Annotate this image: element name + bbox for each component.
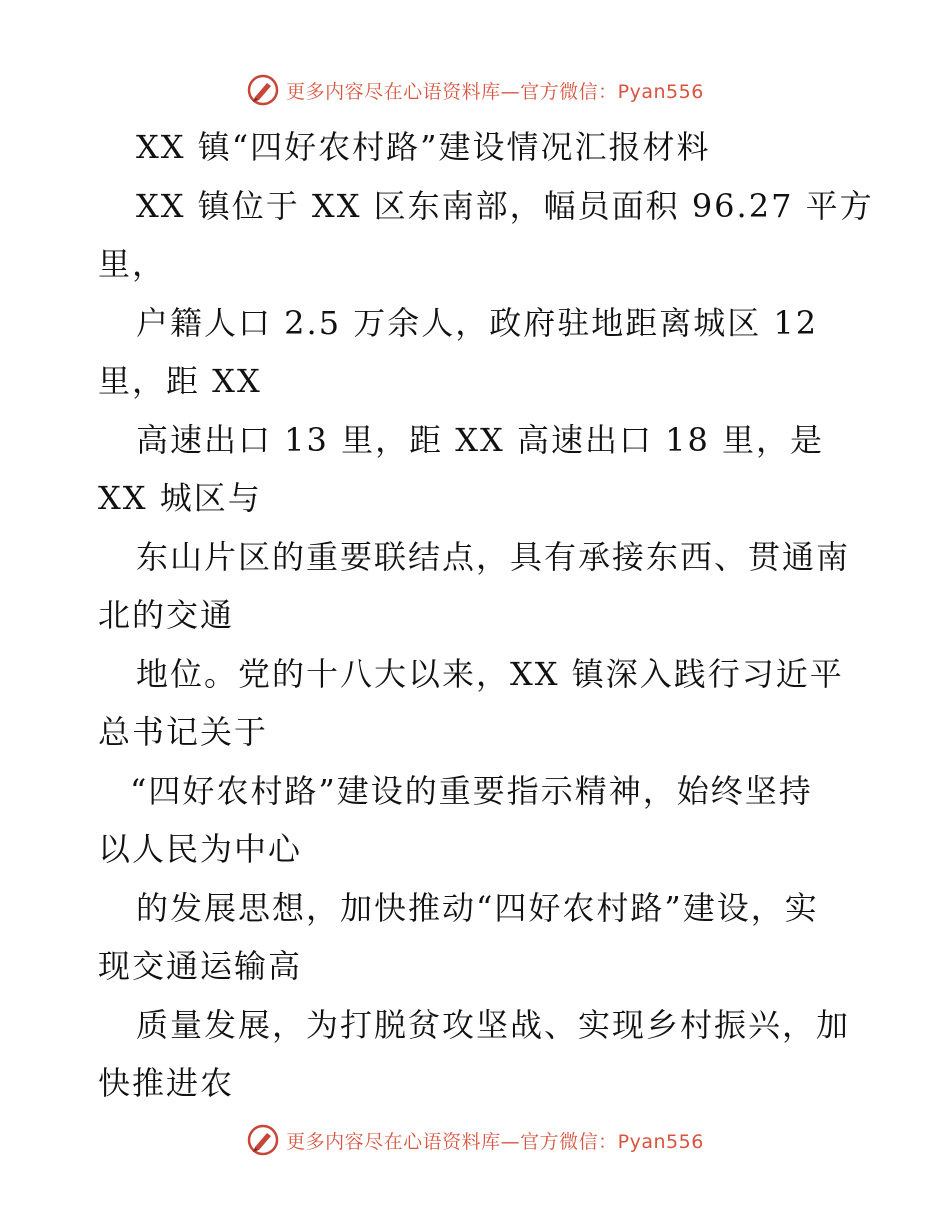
- watermark-text: 更多内容尽在心语资料库—官方微信：Pyan556: [286, 1130, 704, 1153]
- paragraph-line: 质量发展，为打脱贫攻坚战、实现乡村振兴，加: [136, 1006, 851, 1044]
- paragraph-line: XX 城区与: [98, 479, 262, 517]
- paragraph-line: 东山片区的重要联结点，具有承接东西、贯通南: [136, 538, 851, 576]
- paragraph-line: 快推进农: [98, 1064, 235, 1102]
- paragraph-line: 总书记关于: [98, 713, 269, 751]
- watermark-text: 更多内容尽在心语资料库—官方微信：Pyan556: [286, 80, 704, 103]
- paragraph-line: 北的交通: [98, 596, 235, 634]
- paragraph-line: 里，: [98, 245, 167, 283]
- paragraph-line: 现交通运输高: [98, 947, 303, 985]
- paragraph-line: 里，距 XX: [98, 362, 262, 400]
- paragraph-line: 以人民为中心: [98, 830, 303, 868]
- paragraph-line: 高速出口 13 里，距 XX 高速出口 18 里，是: [136, 421, 825, 459]
- paragraph-line: 户籍人口 2.5 万余人，政府驻地距离城区 12: [136, 304, 819, 342]
- footer-watermark: [0, 1120, 950, 1160]
- paragraph-line: XX 镇位于 XX 区东南部，幅员面积 96.27 平方: [136, 187, 874, 225]
- paragraph-line: 的发展思想，加快推动“四好农村路”建设，实: [136, 889, 819, 927]
- paragraph-line: 地位。党的十八大以来，XX 镇深入践行习近平: [136, 655, 844, 693]
- paragraph-line: “四好农村路”建设的重要指示精神，始终坚持: [130, 772, 813, 810]
- pen-logo-icon: [246, 1123, 280, 1157]
- document-title: XX 镇“四好农村路”建设情况汇报材料: [136, 128, 711, 166]
